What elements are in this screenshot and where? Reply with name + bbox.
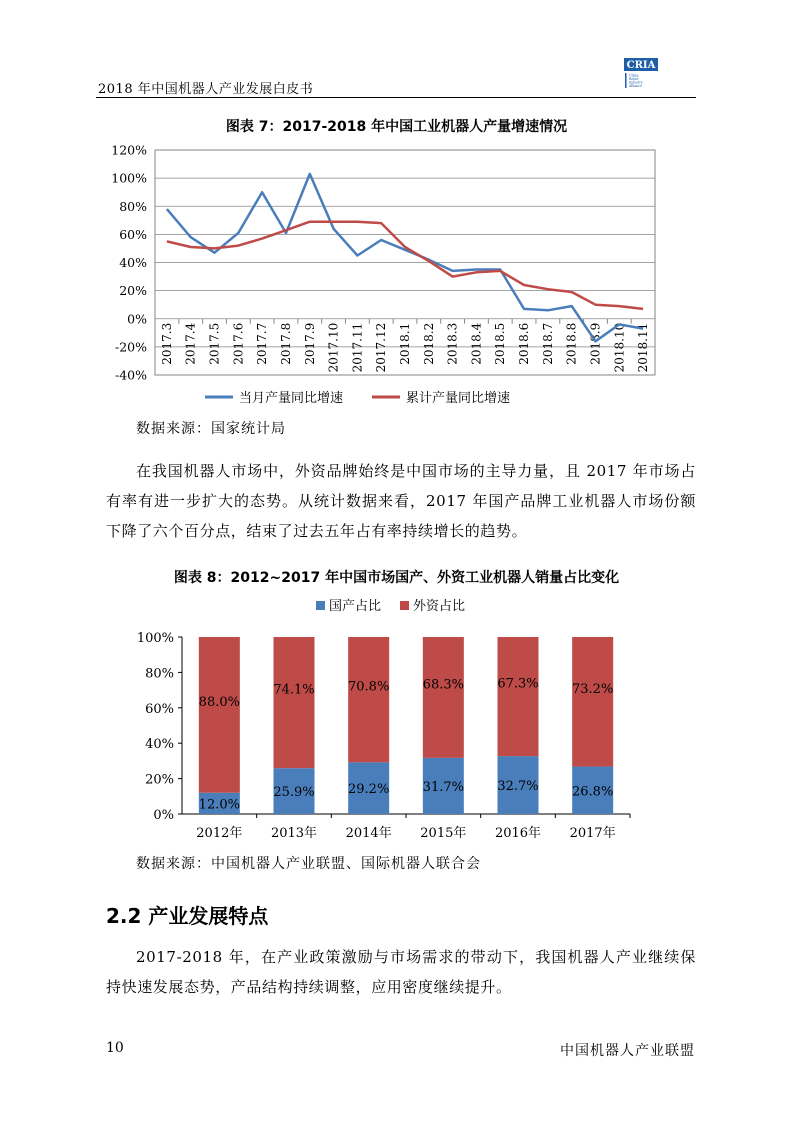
figure7-title: 图表 7：2017-2018 年中国工业机器人产量增速情况 — [225, 119, 568, 135]
figure8-title: 图表 8：2012~2017 年中国市场国产、外资工业机器人销量占比变化 — [173, 570, 620, 586]
y-tick-label: 0% — [127, 311, 147, 327]
bar-foreign — [274, 637, 315, 768]
line-chart — [100, 138, 670, 418]
x-tick-label: 2018.9 — [588, 322, 603, 365]
x-tick-label: 2018.1 — [398, 322, 412, 365]
bar-domestic-label: 29.2% — [348, 782, 390, 798]
x-tick-label: 2017.5 — [207, 322, 222, 365]
y-tick-label: 40% — [119, 255, 147, 270]
x-tick-label: 2017.4 — [183, 322, 198, 365]
bar-domestic-label: 12.0% — [198, 797, 240, 813]
bar-foreign — [348, 637, 389, 762]
logo-subtitle: China Robot Industry Alliance — [629, 73, 643, 88]
x-tick-label: 2015年 — [420, 826, 467, 841]
y-tick-label: -40% — [114, 367, 147, 383]
y-tick-label: 0% — [153, 808, 174, 823]
x-tick-label: 2018.10 — [612, 322, 627, 373]
x-tick-label: 2018.11 — [636, 322, 651, 373]
legend-swatch — [316, 601, 325, 610]
x-tick-label: 2017.10 — [326, 322, 341, 373]
figure8-source: 数据来源：中国机器人产业联盟、国际机器人联合会 — [136, 856, 481, 872]
y-tick-label: 60% — [119, 226, 147, 242]
y-tick-label: 100% — [111, 170, 147, 186]
y-tick-label: 80% — [119, 198, 147, 214]
legend-label: 国产占比 — [329, 599, 382, 614]
x-tick-label: 2017.9 — [302, 322, 317, 365]
series-monthly-line — [167, 174, 643, 341]
section-title: 2.2 产业发展特点 — [106, 904, 269, 928]
logo-text: CRIA — [626, 60, 656, 71]
bar-foreign — [498, 637, 539, 756]
bar-foreign — [572, 637, 613, 767]
bar-foreign-label: 70.8% — [348, 679, 390, 695]
x-tick-label: 2018.3 — [445, 322, 460, 365]
page-number: 10 — [106, 1040, 124, 1056]
cria-logo — [622, 56, 660, 90]
bar-foreign-label: 73.2% — [572, 681, 614, 697]
x-tick-label: 2017年 — [569, 826, 616, 841]
y-tick-label: 100% — [136, 631, 174, 646]
x-tick-label: 2018.5 — [493, 322, 508, 365]
paragraph-development: 2017-2018 年，在产业政策激励与市场需求的带动下，我国机器人产业继续保持快速发展态势，产品结构持续调整，应用密度继续提升。 — [106, 948, 696, 996]
y-tick-label: 40% — [145, 737, 174, 753]
x-tick-label: 2017.3 — [159, 322, 174, 365]
bar-domestic-label: 31.7% — [422, 779, 464, 795]
header-divider — [96, 97, 696, 98]
paragraph-market-share: 在我国机器人市场中，外资品牌始终是中国市场的主导力量，且 2017 年市场占有率有进一步扩大的态势。从统计数据来看，2017 年国产品牌工业机器人市场份额下降了六个百分点，结束了过去五年占有率持续增长的趋势。 — [106, 462, 696, 540]
figure7-source: 数据来源：国家统计局 — [136, 421, 286, 437]
header-title: 2018 年中国机器人产业发展白皮书 — [98, 82, 314, 97]
legend-label: 当月产量同比增速 — [239, 391, 344, 406]
y-tick-label: 20% — [145, 772, 174, 788]
x-tick-label: 2013年 — [270, 826, 318, 841]
y-tick-label: 60% — [145, 701, 174, 717]
bar-domestic-label: 26.8% — [572, 784, 614, 800]
series-cumulative-line — [167, 222, 643, 309]
y-tick-label: 120% — [111, 142, 147, 158]
x-tick-label: 2014年 — [345, 826, 392, 841]
x-tick-label: 2018.8 — [564, 322, 579, 365]
x-tick-label: 2018.6 — [517, 322, 532, 365]
x-tick-label: 2018.7 — [540, 322, 555, 365]
x-tick-label: 2018.2 — [421, 322, 436, 365]
bar-domestic-label: 25.9% — [273, 785, 315, 801]
y-tick-label: 80% — [145, 666, 174, 682]
x-tick-label: 2017.12 — [374, 322, 389, 373]
stacked-bar-chart — [130, 592, 650, 850]
y-tick-label: 20% — [119, 283, 147, 299]
legend-label: 累计产量同比增速 — [406, 391, 511, 406]
bar-foreign — [199, 637, 240, 793]
bar-foreign — [423, 637, 464, 758]
x-tick-label: 2017.11 — [350, 322, 365, 373]
bar-domestic-label: 32.7% — [497, 779, 539, 795]
bar-foreign-label: 67.3% — [497, 676, 539, 692]
footer-org: 中国机器人产业联盟 — [560, 1043, 695, 1059]
x-tick-label: 2017.8 — [278, 322, 293, 365]
bar-foreign-label: 88.0% — [198, 694, 240, 710]
y-tick-label: -20% — [114, 339, 147, 355]
bar-foreign-label: 68.3% — [422, 677, 464, 693]
legend-swatch — [400, 601, 409, 610]
bar-foreign-label: 74.1% — [273, 682, 315, 698]
x-tick-label: 2017.6 — [231, 322, 246, 365]
x-tick-label: 2016年 — [494, 826, 542, 841]
x-tick-label: 2018.4 — [469, 322, 484, 365]
legend-label: 外资占比 — [413, 599, 466, 614]
x-tick-label: 2012年 — [196, 826, 243, 841]
x-tick-label: 2017.7 — [255, 322, 270, 365]
